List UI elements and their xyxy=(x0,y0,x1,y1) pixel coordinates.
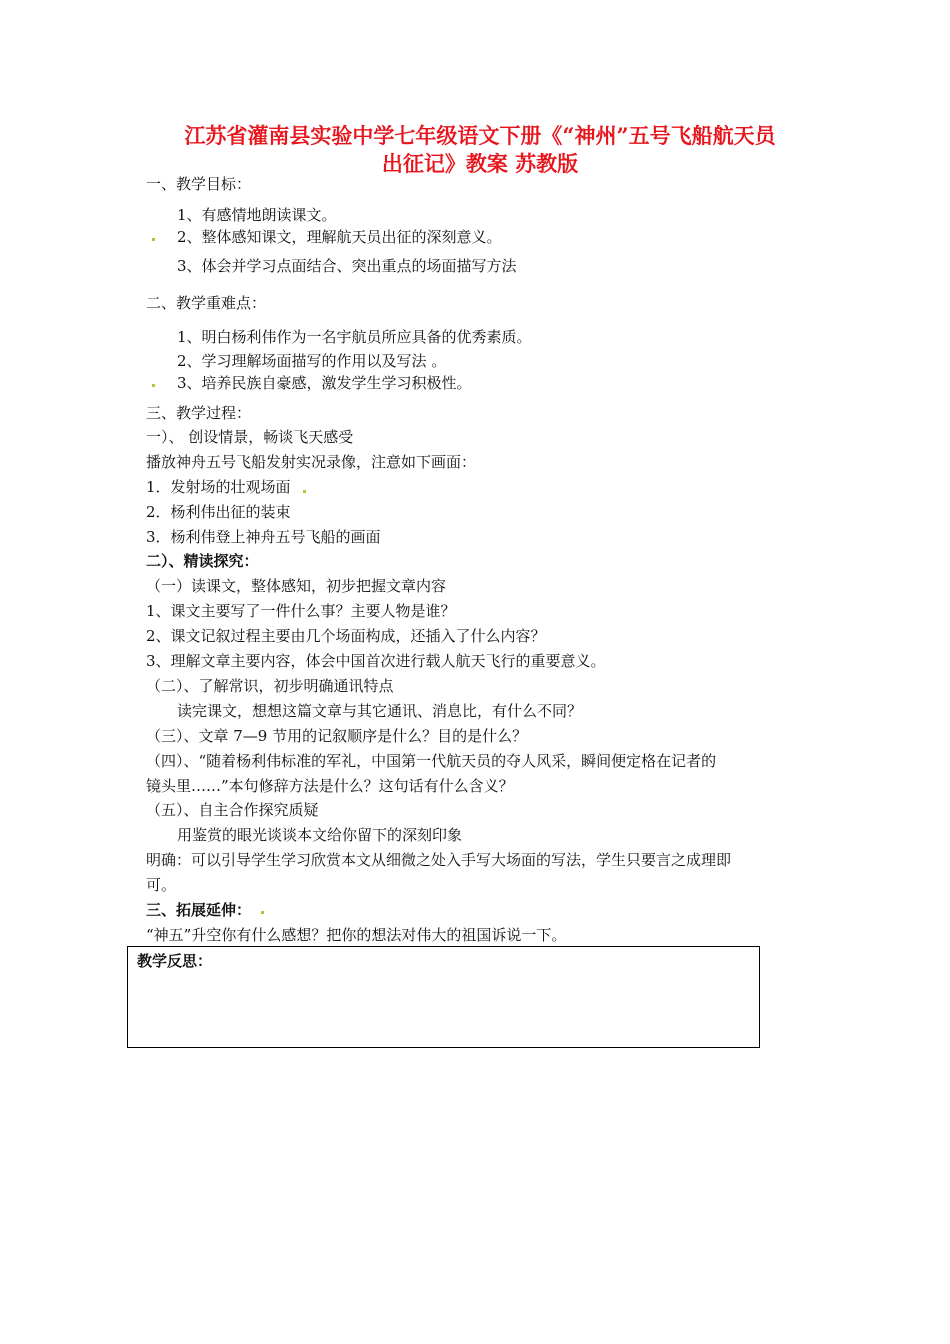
section-heading-process: 三、教学过程： xyxy=(146,404,252,422)
reading-sub-heading-3: （三）、文章 7—9 节用的记叙顺序是什么？目的是什么？ xyxy=(146,727,528,745)
key-point-item-2: 2、学习理解场面描写的作用以及写法 。 xyxy=(177,352,447,370)
answer-line-1: 明确：可以引导学生学习欣赏本文从细微之处入手写大场面的写法，学生只要言之成理即 xyxy=(146,851,732,869)
reading-sub-heading-1: （一）读课文，整体感知，初步把握文章内容 xyxy=(146,577,447,595)
reading-question-5: 用鉴赏的眼光谈谈本文给你留下的深刻印象 xyxy=(177,826,463,844)
objective-item-3: 3、体会并学习点面结合、突出重点的场面描写方法 xyxy=(177,257,517,275)
objective-item-1: 1、有感情地朗读课文。 xyxy=(177,206,337,224)
document-title-line-2: 出征记》教案 苏教版 xyxy=(381,151,579,176)
reading-sub-heading-4-line-2: 镜头里……”本句修辞方法是什么？这句话有什么含义？ xyxy=(146,777,514,795)
scan-artifact-dot xyxy=(152,384,155,387)
reading-question-2: 2、课文记叙过程主要由几个场面构成，还插入了什么内容？ xyxy=(146,627,546,645)
reading-question-1: 1、课文主要写了一件什么事？主要人物是谁？ xyxy=(146,602,456,620)
scan-artifact-dot xyxy=(303,490,306,493)
section-heading-extension: 三、拓展延伸： xyxy=(146,901,252,919)
reading-sub-heading-4-line-1: （四）、“随着杨利伟标准的军礼，中国第一代航天员的夺人风采，瞬间便定格在记者的 xyxy=(146,752,717,770)
reading-question-3: 3、理解文章主要内容，体会中国首次进行载人航天飞行的重要意义。 xyxy=(146,652,606,670)
process-list-item-1: 1．发射场的壮观场面 xyxy=(146,478,291,496)
scan-artifact-dot xyxy=(152,238,155,241)
reading-sub-heading-2: （二）、了解常识，初步明确通讯特点 xyxy=(146,677,394,695)
document-title-line-1: 江苏省灌南县实验中学七年级语文下册《“神州”五号飞船航天员 xyxy=(184,123,776,148)
process-step-1-heading: 一）、 创设情景，畅谈飞天感受 xyxy=(146,428,354,446)
section-heading-key-points: 二、教学重难点： xyxy=(146,294,267,312)
key-point-item-1: 1、明白杨利伟作为一名宇航员所应具备的优秀素质。 xyxy=(177,328,532,346)
process-list-item-2: 2．杨利伟出征的装束 xyxy=(146,503,291,521)
process-list-item-3: 3．杨利伟登上神舟五号飞船的画面 xyxy=(146,528,381,546)
reading-question-4: 读完课文，想想这篇文章与其它通讯、消息比，有什么不同？ xyxy=(177,702,583,720)
extension-prompt: “神五”升空你有什么感想？把你的想法对伟大的祖国诉说一下。 xyxy=(146,926,567,944)
section-heading-objectives: 一、教学目标： xyxy=(146,175,252,193)
answer-line-2: 可。 xyxy=(146,876,177,894)
scan-artifact-dot xyxy=(261,911,264,914)
objective-item-2: 2、整体感知课文，理解航天员出征的深刻意义。 xyxy=(177,228,502,246)
process-step-2-heading: 二）、精读探究： xyxy=(146,552,259,570)
process-body-line: 播放神舟五号飞船发射实况录像，注意如下画面： xyxy=(146,453,477,471)
reading-sub-heading-5: （五）、自主合作探究质疑 xyxy=(146,801,319,819)
reflection-label: 教学反思： xyxy=(137,952,213,970)
reflection-box xyxy=(127,946,760,1048)
key-point-item-3: 3、培养民族自豪感，激发学生学习积极性。 xyxy=(177,374,472,392)
